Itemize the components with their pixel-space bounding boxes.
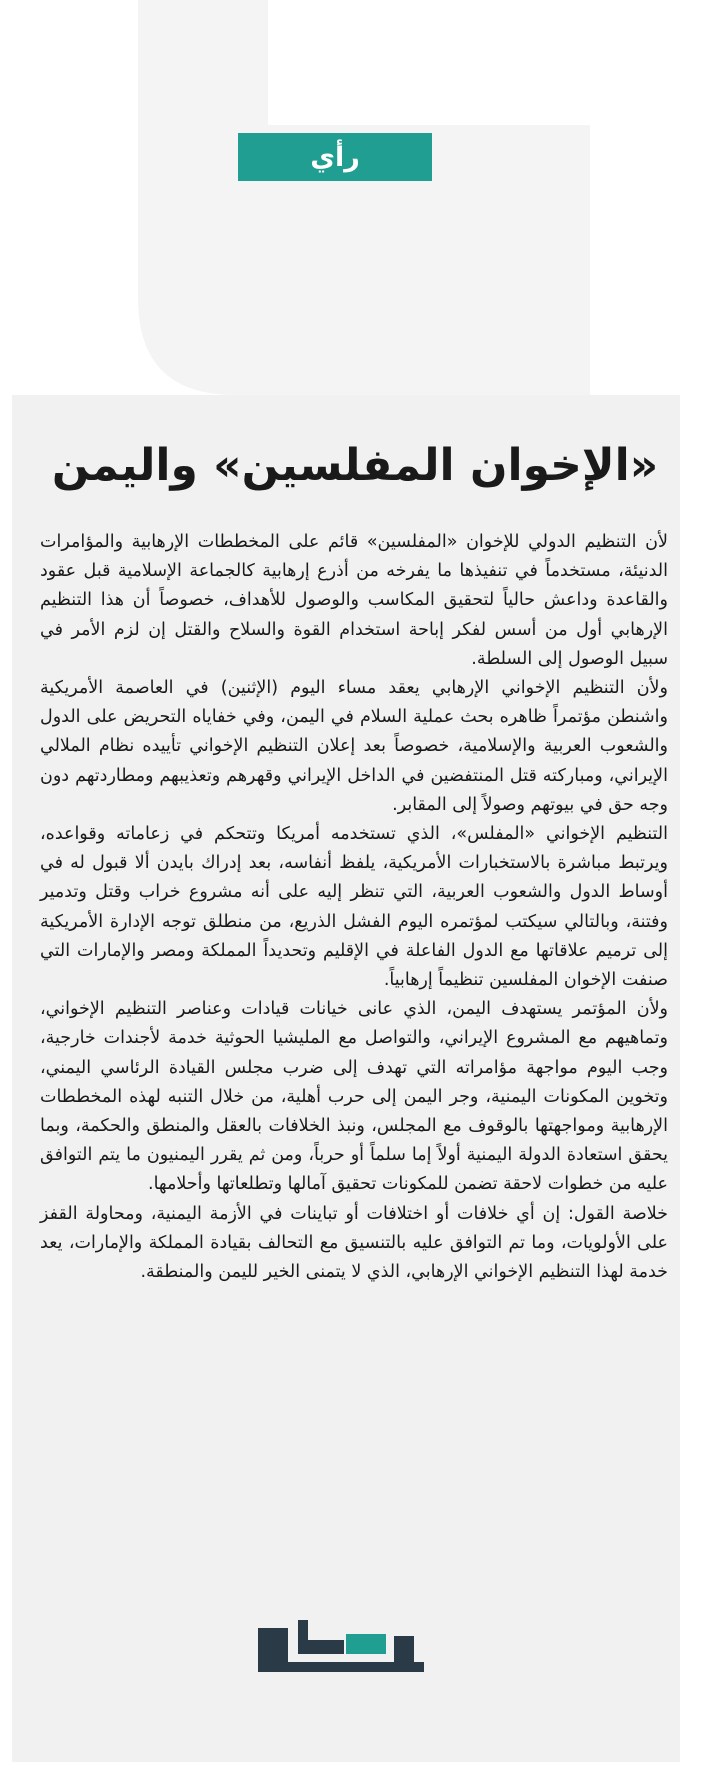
article-paragraph: ولأن المؤتمر يستهدف اليمن، الذي عانى خيانات قيادات وعناصر التنظيم الإخواني، وتماهيهم مع المشروع الإيراني، والتواصل مع المليشيا الحوثية خدمة لأجندات خارجية، وجب اليوم مواجهة مؤامراته التي تهدف إلى ضرب مجلس القيادة الرئاسي اليمني، وتخوين المكونات اليمنية، وجر اليمن إلى حرب أهلية، من خلال التنبه لهذه المخططات الإرهابية ومواجهتها بالوقوف مع المجلس، ونبذ الخلافات بالعقل والمنطق والحكمة، وبما يحقق استعادة الدولة اليمنية أولاً إما سلماً أو حرباً، ومن ثم يقرر اليمنيون ما يتم التوافق عليه من خطوات لاحقة تضمن للمكونات تحقيق آمالها وتطلعاتها وأحلامها. xyxy=(40,999,668,1195)
article-paragraph: ولأن التنظيم الإخواني الإرهابي يعقد مساء اليوم (الإثنين) في العاصمة الأمريكية واشنطن مؤتمراً ظاهره بحث عملية السلام في اليمن، وفي خفاياه التحريض على الدول والشعوب العربية والإسلامية، خصوصاً بعد إعلان التنظيم الإخواني تأييده نظام الملالي الإيراني، ومباركته قتل المنتفضين في الداخل الإيراني وقهرهم وتعذيبهم ومطاردتهم دون وجه حق في بيوتهم وصولاً إلى المقابر. xyxy=(40,678,668,815)
article-headline: «الإخوان المفلسين» واليمن xyxy=(51,440,659,491)
section-label: رأي xyxy=(310,141,360,173)
section-badge xyxy=(238,133,432,181)
article-paragraph: لأن التنظيم الدولي للإخوان «المفلسين» قائم على المخططات الإرهابية والمؤامرات الدنيئة، مستخدماً في تنفيذها ما يفرخه من أذرع إرهابية كالجماعة الإسلامية قبل عقود والقاعدة وداعش حالياً لتحقيق المكاسب والوصول للأهداف، خصوصاً أن هذا التنظيم الإرهابي أول من أسس لفكر إباحة استخدام القوة والسلاح والقتل إن لزم الأمر في سبيل الوصول إلى السلطة. xyxy=(40,532,668,669)
watermark-logo-shape xyxy=(0,0,710,420)
article-body xyxy=(40,528,668,1287)
okaz-logo xyxy=(254,1614,428,1680)
article-paragraph: التنظيم الإخواني «المفلس»، الذي تستخدمه أمريكا وتتحكم في زعاماته وقواعده، ويرتبط مباشرة بالاستخبارات الأمريكية، يلفظ أنفاسه، بعد إدراك بايدن ألا قبول له في أوساط الدول والشعوب العربية، التي تنظر إليه على أنه مشروع خراب وقتل وتدمير وفتنة، وبالتالي سيكتب لمؤتمره اليوم الفشل الذريع، من منطلق توجه الإدارة الأمريكية إلى ترميم علاقاتها مع الدول الفاعلة في الإقليم وتحديداً المملكة ومصر والإمارات التي صنفت الإخوان المفلسين تنظيماً إرهابياً. xyxy=(40,824,668,991)
article-paragraph: خلاصة القول: إن أي خلافات أو اختلافات أو تباينات في الأزمة اليمنية، ومحاولة القفز على الأولويات، وما تم التوافق عليه بالتنسيق مع التحالف بقيادة المملكة والإمارات، يعد خدمة لهذا التنظيم الإخواني الإرهابي، الذي لا يتمنى الخير لليمن والمنطقة. xyxy=(40,1203,668,1283)
